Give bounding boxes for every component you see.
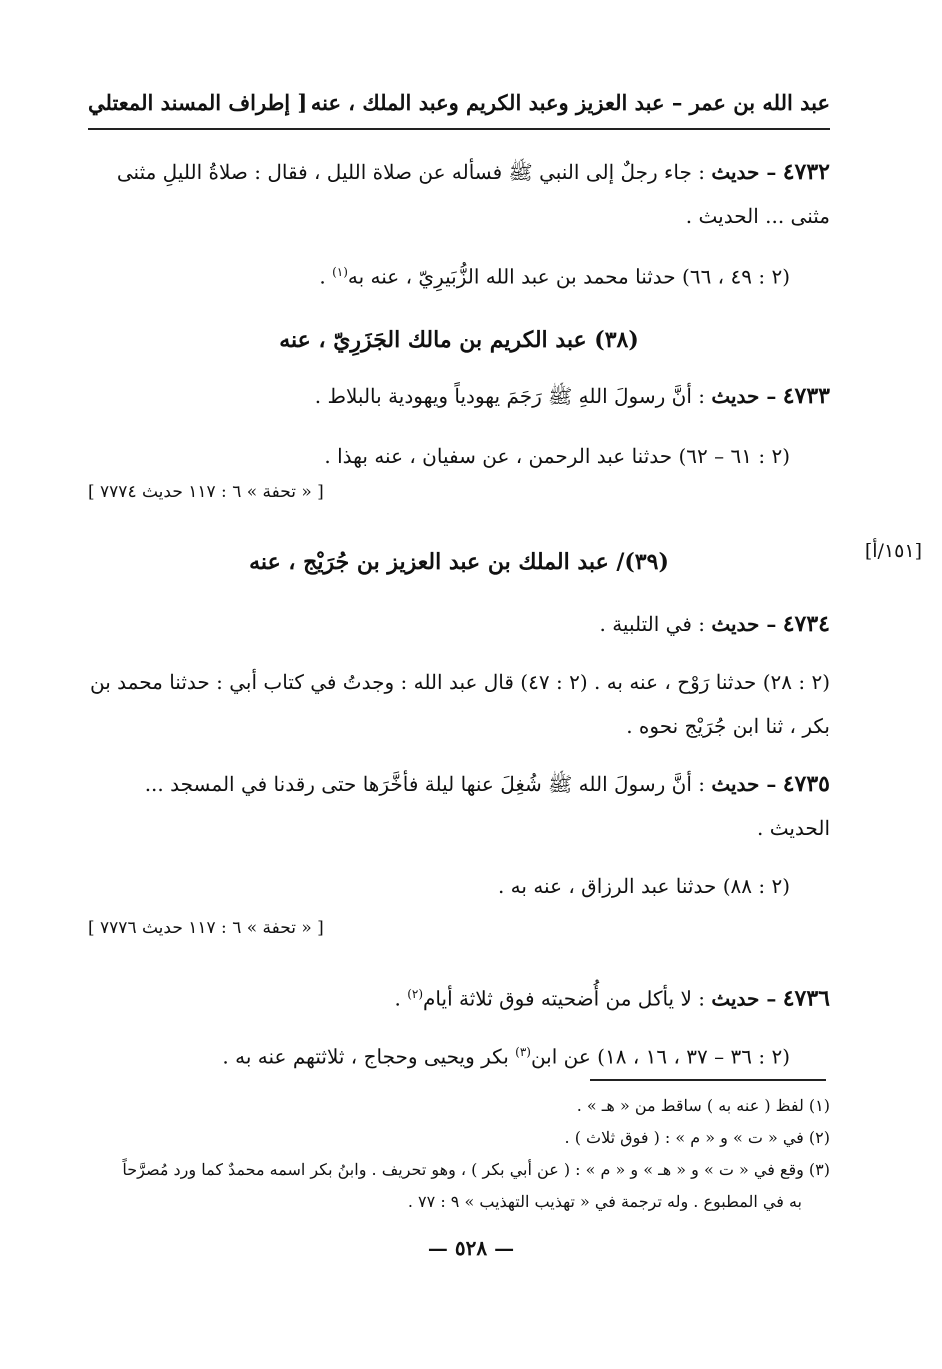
chain-4733	[88, 434, 830, 478]
hadith-label: – حديث	[711, 384, 777, 408]
hadith-number: ٤٧٣٢	[782, 159, 830, 185]
chain-4732	[88, 250, 830, 299]
hadith-text: : لا يأكل من أُضحيته فوق ثلاثة أيام	[423, 986, 705, 1011]
hadith-label: – حديث	[711, 986, 777, 1011]
chain-text: (٢ : ٦١ – ٦٢) حدثنا عبد الرحمن ، عن سفيان ، عنه بهذا .	[324, 444, 790, 468]
footnote-1: (١) لفظ ( عنه به ) ساقط من « هـ » .	[576, 1096, 830, 1115]
hadith-4736	[88, 972, 830, 1021]
manuscript-folio-note: [١٥١/أ]	[864, 540, 922, 562]
hadith-4733	[88, 374, 830, 418]
hadith-text: : أنَّ رسولَ الله ﷺ شُغِلَ عنها ليلة فأخَّرَها حتى رقدنا في المسجد ... الحديث .	[144, 772, 830, 840]
header-rule	[88, 128, 830, 130]
tuhfa-reference: [ « تحفة » ٦ : ١١٧ حديث ٧٧٧٤ ]	[88, 482, 324, 502]
hadith-text: : جاء رجلٌ إلى النبي ﷺ فسأله عن صلاة الليل ، فقال : صلاةُ الليلِ مثنى مثنى ... الحديث .	[116, 160, 830, 228]
header-title: عبد الله بن عمر – عبد العزيز وعبد الكريم وعبد الملك ، عنه	[310, 90, 830, 115]
hadith-number: ٤٧٣٤	[782, 611, 830, 637]
footnote-2: (٢) في « ت » و « م » : ( فوق ثلاث ) .	[564, 1128, 830, 1147]
hadith-label: – حديث	[711, 160, 777, 184]
header-book-title: [ إطراف المسند المعتلي	[88, 90, 308, 115]
footnote-marker: (٢)	[407, 987, 424, 1001]
hadith-number: ٤٧٣٦	[782, 985, 830, 1012]
running-header	[88, 90, 830, 124]
chain-text: (٢ : ٤٩ ، ٦٦) حدثنا محمد بن عبد الله الزُّبَيرِيّ ، عنه به	[347, 264, 790, 289]
chain-text: (٢ : ٢٨) حدثنا رَوْح ، عنه به . (٢ : ٤٧) قال عبد الله : وجدتُ في كتاب أبي : حدثنا محمد بن بكر ، ثنا ابن جُرَيْج نحوه .	[90, 670, 830, 738]
hadith-label: – حديث	[711, 612, 777, 636]
hadith-number: ٤٧٣٣	[782, 383, 830, 409]
chain-4734	[88, 660, 830, 748]
hadith-4732	[88, 150, 830, 238]
hadith-text-end: .	[394, 986, 408, 1011]
page-number: — ٥٢٨ —	[427, 1236, 515, 1260]
footnote-marker: (٣)	[515, 1045, 531, 1059]
hadith-4735	[88, 762, 830, 850]
section-heading-39: (٣٩)/ عبد الملك بن عبد العزيز بن جُرَيْج ، عنه	[249, 549, 669, 575]
footnote-3-continued: به في المطبوع . وله ترجمة في « تهذيب التهذيب » ٩ : ٧٧ .	[407, 1192, 802, 1211]
hadith-4734	[88, 602, 830, 646]
hadith-text: : في التلبية .	[599, 612, 705, 636]
hadith-text: : أنَّ رسولَ اللهِ ﷺ رَجَمَ يهودياً ويهودية بالبلاط .	[314, 384, 705, 408]
chain-text: (٢ : ٣٦ – ٣٧ ، ١٦ ، ١٨) عن ابن	[530, 1044, 790, 1069]
tuhfa-reference: [ « تحفة » ٦ : ١١٧ حديث ٧٧٧٦ ]	[88, 918, 324, 938]
footnote-marker: (١)	[332, 265, 348, 279]
chain-4736	[88, 1030, 830, 1079]
footnote-3: (٣) وقع في « ت » و « هـ » و « م » : ( عن أبي بكر ) ، وهو تحريف . وابنُ بكر اسمه محمدٌ كما ورد مُصرَّحاً	[122, 1160, 830, 1179]
chain-text: (٢ : ٨٨) حدثنا عبد الرزاق ، عنه به .	[497, 874, 790, 898]
chain-text-end: بكر ويحيى وحجاج ، ثلاثتهم عنه به .	[222, 1044, 516, 1069]
chain-end: .	[319, 264, 333, 289]
section-heading-38: (٣٨) عبد الكريم بن مالك الجَزَرِيّ ، عنه	[279, 327, 639, 353]
hadith-label: – حديث	[711, 772, 777, 796]
footnotes	[88, 1090, 830, 1218]
chain-4735	[88, 864, 830, 908]
footnote-rule	[590, 1079, 826, 1081]
hadith-number: ٤٧٣٥	[782, 771, 830, 797]
